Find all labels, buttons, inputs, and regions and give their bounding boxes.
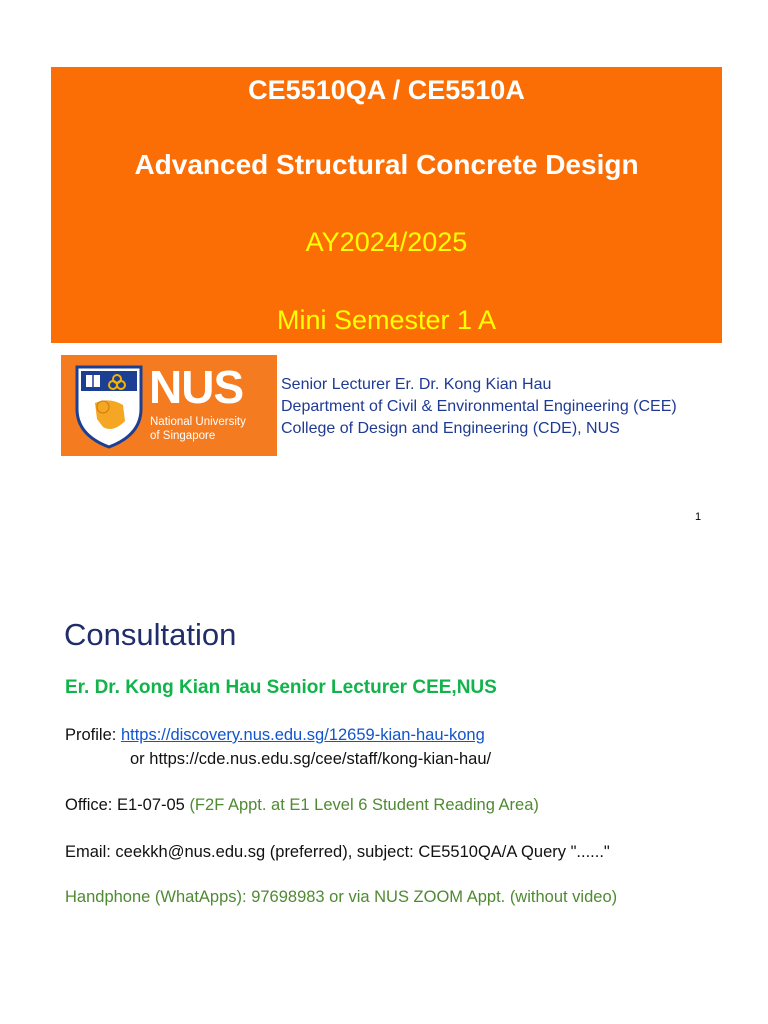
- phone-row: Handphone (WhatApps): 97698983 or via NUS ZOOM Appt. (without video): [65, 888, 618, 906]
- lecturer-college: College of Design and Engineering (CDE), NUS: [281, 420, 620, 437]
- profile-link[interactable]: https://discovery.nus.edu.sg/12659-kian-hau-kong: [120, 726, 485, 744]
- alt-prefix: or: [130, 750, 150, 768]
- office-label: Office: E1-07-05: [65, 796, 190, 814]
- lecturer-title: Senior Lecturer Er. Dr. Kong Kian Hau: [281, 376, 552, 393]
- office-note: (F2F Appt. at E1 Level 6 Student Reading Area): [189, 796, 539, 814]
- course-title: Advanced Structural Concrete Design: [134, 149, 639, 180]
- alt-profile-row: [130, 750, 491, 769]
- profile-label: Profile:: [65, 726, 121, 744]
- logo-wordmark: NUS: [149, 361, 244, 413]
- title-banner: [51, 67, 722, 343]
- profile-row: [65, 726, 485, 745]
- email-row: Email: ceekkh@nus.edu.sg (preferred), subject: CE5510QA/A Query "......": [65, 843, 610, 861]
- lecturer-info: [281, 374, 677, 440]
- semester: Mini Semester 1 A: [276, 305, 497, 335]
- lecturer-department: Department of Civil & Environmental Engineering (CEE): [281, 398, 677, 415]
- course-code: CE5510QA / CE5510A: [248, 75, 525, 105]
- office-row: [65, 796, 539, 815]
- academic-year: AY2024/2025: [305, 227, 468, 257]
- nus-crest-icon: [73, 363, 145, 449]
- consultation-heading: Consultation: [64, 617, 237, 652]
- lecturer-name: Er. Dr. Kong Kian Hau Senior Lecturer CEE,NUS: [65, 677, 497, 698]
- alt-profile-link[interactable]: https://cde.nus.edu.sg/cee/staff/kong-kian-hau/: [149, 750, 492, 768]
- logo-subtitle: National University of Singapore: [150, 416, 246, 442]
- page-number: 1: [695, 511, 702, 523]
- nus-logo: [61, 355, 277, 456]
